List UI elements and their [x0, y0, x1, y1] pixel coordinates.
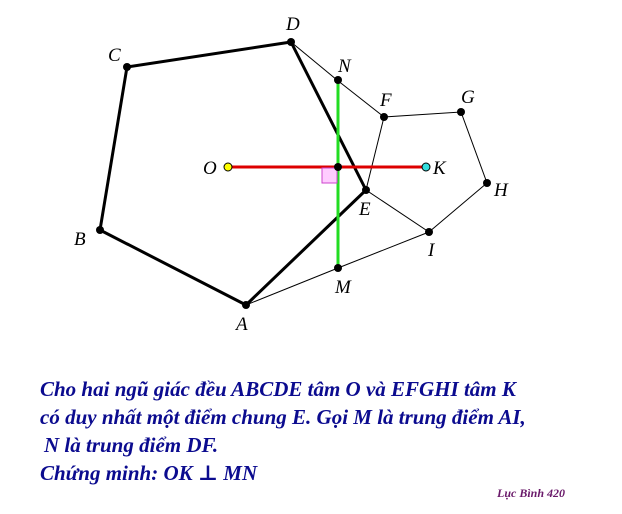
segment-DN — [291, 42, 337, 80]
segment-MI — [338, 232, 429, 268]
label-O: O — [203, 158, 217, 179]
point-C — [123, 63, 131, 71]
point-M — [334, 264, 342, 272]
problem-line-1: Cho hai ngũ giác đều ABCDE tâm O và EFGHI tâm K — [40, 377, 516, 401]
label-M: M — [335, 277, 351, 298]
label-H: H — [494, 180, 508, 201]
label-A: A — [236, 314, 248, 335]
label-B: B — [74, 229, 86, 250]
label-F: F — [380, 90, 392, 111]
right-angle-marker — [322, 168, 337, 183]
point-A — [242, 301, 250, 309]
point-K — [422, 163, 430, 171]
segment-AM — [246, 268, 338, 305]
point-F — [380, 113, 388, 121]
point-I — [425, 228, 433, 236]
point-G — [457, 108, 465, 116]
problem-line-3: N là trung điểm DF. — [44, 433, 219, 457]
label-C: C — [108, 45, 121, 66]
point-intersection — [334, 163, 342, 171]
label-G: G — [461, 87, 475, 108]
problem-statement — [40, 375, 615, 487]
label-N: N — [338, 56, 351, 77]
segment-NF — [337, 80, 384, 117]
label-E: E — [359, 199, 371, 220]
label-K: K — [433, 158, 446, 179]
point-N — [334, 76, 342, 84]
point-H — [483, 179, 491, 187]
label-D: D — [286, 14, 300, 35]
problem-line-2: có duy nhất một điểm chung E. Gọi M là trung điểm AI, — [40, 405, 526, 429]
problem-line-4: Chứng minh: OK ⊥ MN — [40, 461, 258, 485]
pentagon-EFGHI — [366, 112, 487, 232]
author-signature: Lục Bình 420 — [497, 486, 566, 500]
label-I: I — [428, 240, 435, 261]
point-E — [362, 186, 370, 194]
point-B — [96, 226, 104, 234]
point-O — [224, 163, 232, 171]
point-D — [287, 38, 295, 46]
